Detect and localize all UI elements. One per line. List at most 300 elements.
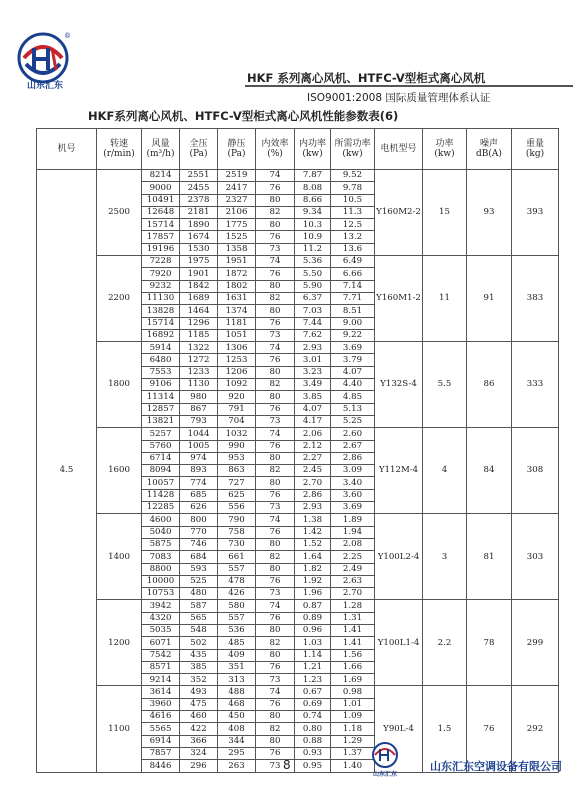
airflow-cell: 17857 <box>142 231 180 243</box>
total-pressure-cell: 626 <box>180 502 218 514</box>
efficiency-cell: 76 <box>256 661 295 673</box>
noise-cell: 84 <box>467 428 512 514</box>
efficiency-cell: 80 <box>256 452 295 464</box>
efficiency-cell: 82 <box>256 723 295 735</box>
required-power-cell: 1.37 <box>331 747 375 759</box>
efficiency-cell: 76 <box>256 403 295 415</box>
required-power-cell: 9.00 <box>331 317 375 329</box>
footer-company-name: 山东汇东空调设备有限公司 <box>430 760 562 773</box>
efficiency-cell: 74 <box>256 686 295 698</box>
total-pressure-cell: 2378 <box>180 194 218 206</box>
required-power-cell: 4.40 <box>331 379 375 391</box>
static-pressure-cell: 351 <box>218 661 256 673</box>
total-pressure-cell: 1272 <box>180 354 218 366</box>
total-pressure-cell: 1842 <box>180 280 218 292</box>
required-power-cell: 12.5 <box>331 219 375 231</box>
internal-power-cell: 0.88 <box>295 735 331 747</box>
total-pressure-cell: 2181 <box>180 206 218 218</box>
speed-cell: 1200 <box>97 600 142 686</box>
noise-cell: 81 <box>467 514 512 600</box>
speed-cell: 2500 <box>97 170 142 256</box>
required-power-cell: 6.66 <box>331 268 375 280</box>
airflow-cell: 15714 <box>142 219 180 231</box>
internal-power-cell: 11.2 <box>295 243 331 255</box>
airflow-cell: 10753 <box>142 588 180 600</box>
required-power-cell: 3.09 <box>331 465 375 477</box>
internal-power-cell: 1.96 <box>295 588 331 600</box>
static-pressure-cell: 1631 <box>218 292 256 304</box>
efficiency-cell: 80 <box>256 219 295 231</box>
efficiency-cell: 82 <box>256 637 295 649</box>
required-power-cell: 1.29 <box>331 735 375 747</box>
internal-power-cell: 1.14 <box>295 649 331 661</box>
weight-cell: 308 <box>512 428 559 514</box>
internal-power-cell: 1.38 <box>295 514 331 526</box>
airflow-cell: 11130 <box>142 292 180 304</box>
static-pressure-cell: 990 <box>218 440 256 452</box>
total-pressure-cell: 587 <box>180 600 218 612</box>
required-power-cell: 9.22 <box>331 329 375 341</box>
total-pressure-cell: 1296 <box>180 317 218 329</box>
total-pressure-cell: 1975 <box>180 256 218 268</box>
airflow-cell: 5257 <box>142 428 180 440</box>
total-pressure-cell: 685 <box>180 489 218 501</box>
airflow-cell: 5040 <box>142 526 180 538</box>
static-pressure-cell: 488 <box>218 686 256 698</box>
weight-cell: 383 <box>512 256 559 342</box>
required-power-cell: 3.60 <box>331 489 375 501</box>
internal-power-cell: 3.85 <box>295 391 331 403</box>
airflow-cell: 10491 <box>142 194 180 206</box>
efficiency-cell: 80 <box>256 649 295 661</box>
airflow-cell: 4616 <box>142 711 180 723</box>
weight-cell: 333 <box>512 342 559 428</box>
static-pressure-cell: 1374 <box>218 305 256 317</box>
total-pressure-cell: 974 <box>180 452 218 464</box>
static-pressure-cell: 2106 <box>218 206 256 218</box>
efficiency-cell: 80 <box>256 194 295 206</box>
internal-power-cell: 3.01 <box>295 354 331 366</box>
required-power-cell: 1.41 <box>331 637 375 649</box>
total-pressure-cell: 746 <box>180 538 218 550</box>
required-power-cell: 1.18 <box>331 723 375 735</box>
efficiency-cell: 80 <box>256 391 295 403</box>
efficiency-cell: 80 <box>256 538 295 550</box>
efficiency-cell: 76 <box>256 317 295 329</box>
airflow-cell: 19196 <box>142 243 180 255</box>
total-pressure-cell: 460 <box>180 711 218 723</box>
required-power-cell: 13.2 <box>331 231 375 243</box>
required-power-cell: 1.09 <box>331 711 375 723</box>
total-pressure-cell: 1530 <box>180 243 218 255</box>
static-pressure-cell: 2327 <box>218 194 256 206</box>
static-pressure-cell: 556 <box>218 502 256 514</box>
static-pressure-cell: 625 <box>218 489 256 501</box>
internal-power-cell: 8.66 <box>295 194 331 206</box>
efficiency-cell: 76 <box>256 231 295 243</box>
static-pressure-cell: 730 <box>218 538 256 550</box>
required-power-cell: 2.08 <box>331 538 375 550</box>
header-divider <box>245 85 573 87</box>
required-power-cell: 1.94 <box>331 526 375 538</box>
static-pressure-cell: 313 <box>218 674 256 686</box>
static-pressure-cell: 1051 <box>218 329 256 341</box>
airflow-cell: 7553 <box>142 366 180 378</box>
required-power-cell: 2.70 <box>331 588 375 600</box>
static-pressure-cell: 1306 <box>218 342 256 354</box>
total-pressure-cell: 893 <box>180 465 218 477</box>
efficiency-cell: 74 <box>256 428 295 440</box>
total-pressure-cell: 1689 <box>180 292 218 304</box>
internal-power-cell: 7.62 <box>295 329 331 341</box>
total-pressure-cell: 366 <box>180 735 218 747</box>
static-pressure-cell: 1951 <box>218 256 256 268</box>
airflow-cell: 8094 <box>142 465 180 477</box>
motor-power-cell: 11 <box>423 256 467 342</box>
required-power-cell: 7.14 <box>331 280 375 292</box>
airflow-cell: 15714 <box>142 317 180 329</box>
motor-model-cell: Y90L-4 <box>375 686 423 772</box>
speed-cell: 2200 <box>97 256 142 342</box>
static-pressure-cell: 1802 <box>218 280 256 292</box>
required-power-cell: 1.40 <box>331 760 375 772</box>
col-static-pressure-header: 静压 (Pa) <box>218 129 256 170</box>
required-power-cell: 3.40 <box>331 477 375 489</box>
static-pressure-cell: 580 <box>218 600 256 612</box>
noise-cell: 93 <box>467 170 512 256</box>
internal-power-cell: 4.07 <box>295 403 331 415</box>
static-pressure-cell: 1775 <box>218 219 256 231</box>
required-power-cell: 11.3 <box>331 206 375 218</box>
static-pressure-cell: 557 <box>218 563 256 575</box>
total-pressure-cell: 2551 <box>180 170 218 182</box>
table-row <box>37 686 559 698</box>
col-efficiency-header: 内效率 (%) <box>256 129 295 170</box>
required-power-cell: 4.85 <box>331 391 375 403</box>
static-pressure-cell: 1872 <box>218 268 256 280</box>
total-pressure-cell: 493 <box>180 686 218 698</box>
internal-power-cell: 0.67 <box>295 686 331 698</box>
total-pressure-cell: 1901 <box>180 268 218 280</box>
total-pressure-cell: 770 <box>180 526 218 538</box>
airflow-cell: 4320 <box>142 612 180 624</box>
efficiency-cell: 82 <box>256 292 295 304</box>
airflow-cell: 16892 <box>142 329 180 341</box>
total-pressure-cell: 352 <box>180 674 218 686</box>
internal-power-cell: 1.82 <box>295 563 331 575</box>
airflow-cell: 3614 <box>142 686 180 698</box>
static-pressure-cell: 1181 <box>218 317 256 329</box>
static-pressure-cell: 344 <box>218 735 256 747</box>
efficiency-cell: 82 <box>256 379 295 391</box>
efficiency-cell: 74 <box>256 342 295 354</box>
static-pressure-cell: 758 <box>218 526 256 538</box>
internal-power-cell: 1.92 <box>295 575 331 587</box>
col-noise-header: 噪声 dB(A) <box>467 129 512 170</box>
required-power-cell: 8.51 <box>331 305 375 317</box>
internal-power-cell: 0.95 <box>295 760 331 772</box>
page-title: HKF系列离心风机、HTFC-V型柜式离心风机性能参数表(6) <box>88 109 399 123</box>
internal-power-cell: 0.74 <box>295 711 331 723</box>
table-body <box>37 170 559 773</box>
efficiency-cell: 76 <box>256 489 295 501</box>
efficiency-cell: 80 <box>256 735 295 747</box>
col-motor-power-header: 功率 (kw) <box>423 129 467 170</box>
total-pressure-cell: 502 <box>180 637 218 649</box>
required-power-cell: 1.69 <box>331 674 375 686</box>
efficiency-cell: 73 <box>256 415 295 427</box>
internal-power-cell: 1.42 <box>295 526 331 538</box>
static-pressure-cell: 409 <box>218 649 256 661</box>
airflow-cell: 3960 <box>142 698 180 710</box>
registered-mark: ® <box>64 32 71 40</box>
total-pressure-cell: 296 <box>180 760 218 772</box>
efficiency-cell: 76 <box>256 440 295 452</box>
airflow-cell: 7857 <box>142 747 180 759</box>
airflow-cell: 8446 <box>142 760 180 772</box>
efficiency-cell: 80 <box>256 477 295 489</box>
static-pressure-cell: 790 <box>218 514 256 526</box>
table-header-row <box>37 129 559 170</box>
internal-power-cell: 1.03 <box>295 637 331 649</box>
total-pressure-cell: 1464 <box>180 305 218 317</box>
airflow-cell: 6071 <box>142 637 180 649</box>
efficiency-cell: 82 <box>256 206 295 218</box>
total-pressure-cell: 684 <box>180 551 218 563</box>
total-pressure-cell: 422 <box>180 723 218 735</box>
total-pressure-cell: 1322 <box>180 342 218 354</box>
efficiency-cell: 73 <box>256 760 295 772</box>
total-pressure-cell: 1185 <box>180 329 218 341</box>
weight-cell: 299 <box>512 600 559 686</box>
static-pressure-cell: 426 <box>218 588 256 600</box>
required-power-cell: 1.56 <box>331 649 375 661</box>
motor-model-cell: Y132S-4 <box>375 342 423 428</box>
static-pressure-cell: 536 <box>218 624 256 636</box>
required-power-cell: 2.86 <box>331 452 375 464</box>
col-machine-no-header: 机号 <box>37 129 97 170</box>
internal-power-cell: 6.37 <box>295 292 331 304</box>
efficiency-cell: 76 <box>256 526 295 538</box>
static-pressure-cell: 1206 <box>218 366 256 378</box>
static-pressure-cell: 408 <box>218 723 256 735</box>
motor-power-cell: 4 <box>423 428 467 514</box>
required-power-cell: 4.07 <box>331 366 375 378</box>
total-pressure-cell: 793 <box>180 415 218 427</box>
efficiency-cell: 74 <box>256 256 295 268</box>
col-weight-header: 重量 (kg) <box>512 129 559 170</box>
static-pressure-cell: 920 <box>218 391 256 403</box>
efficiency-cell: 82 <box>256 465 295 477</box>
airflow-cell: 5875 <box>142 538 180 550</box>
airflow-cell: 9106 <box>142 379 180 391</box>
internal-power-cell: 2.93 <box>295 502 331 514</box>
footer-logo-text: 山东汇东 <box>372 771 397 778</box>
total-pressure-cell: 2455 <box>180 182 218 194</box>
internal-power-cell: 5.90 <box>295 280 331 292</box>
required-power-cell: 1.41 <box>331 624 375 636</box>
static-pressure-cell: 1253 <box>218 354 256 366</box>
weight-cell: 292 <box>512 686 559 772</box>
table-row <box>37 514 559 526</box>
required-power-cell: 0.98 <box>331 686 375 698</box>
required-power-cell: 10.5 <box>331 194 375 206</box>
airflow-cell: 11428 <box>142 489 180 501</box>
page-number: 8 <box>283 758 291 772</box>
header-series-title: HKF 系列离心风机、HTFC-V型柜式离心风机 <box>247 71 486 85</box>
noise-cell: 91 <box>467 256 512 342</box>
efficiency-cell: 76 <box>256 698 295 710</box>
static-pressure-cell: 557 <box>218 612 256 624</box>
efficiency-cell: 74 <box>256 170 295 182</box>
efficiency-cell: 80 <box>256 711 295 723</box>
internal-power-cell: 1.21 <box>295 661 331 673</box>
static-pressure-cell: 450 <box>218 711 256 723</box>
internal-power-cell: 3.49 <box>295 379 331 391</box>
weight-cell: 393 <box>512 170 559 256</box>
motor-power-cell: 1.5 <box>423 686 467 772</box>
internal-power-cell: 2.12 <box>295 440 331 452</box>
total-pressure-cell: 385 <box>180 661 218 673</box>
efficiency-cell: 80 <box>256 305 295 317</box>
motor-model-cell: Y160M1-2 <box>375 256 423 342</box>
internal-power-cell: 0.96 <box>295 624 331 636</box>
efficiency-cell: 76 <box>256 612 295 624</box>
motor-model-cell: Y112M-4 <box>375 428 423 514</box>
total-pressure-cell: 774 <box>180 477 218 489</box>
required-power-cell: 2.67 <box>331 440 375 452</box>
airflow-cell: 9214 <box>142 674 180 686</box>
airflow-cell: 4600 <box>142 514 180 526</box>
internal-power-cell: 8.08 <box>295 182 331 194</box>
airflow-cell: 9232 <box>142 280 180 292</box>
motor-model-cell: Y100L2-4 <box>375 514 423 600</box>
motor-power-cell: 2.2 <box>423 600 467 686</box>
total-pressure-cell: 1674 <box>180 231 218 243</box>
speed-cell: 1400 <box>97 514 142 600</box>
airflow-cell: 10057 <box>142 477 180 489</box>
internal-power-cell: 3.23 <box>295 366 331 378</box>
total-pressure-cell: 565 <box>180 612 218 624</box>
internal-power-cell: 2.70 <box>295 477 331 489</box>
airflow-cell: 5565 <box>142 723 180 735</box>
total-pressure-cell: 1233 <box>180 366 218 378</box>
col-motor-model-header: 电机型号 <box>375 129 423 170</box>
airflow-cell: 8800 <box>142 563 180 575</box>
static-pressure-cell: 1358 <box>218 243 256 255</box>
static-pressure-cell: 791 <box>218 403 256 415</box>
logo-text: 山东汇东 <box>26 81 63 91</box>
efficiency-cell: 80 <box>256 563 295 575</box>
required-power-cell: 2.60 <box>331 428 375 440</box>
static-pressure-cell: 1032 <box>218 428 256 440</box>
total-pressure-cell: 525 <box>180 575 218 587</box>
total-pressure-cell: 800 <box>180 514 218 526</box>
efficiency-cell: 80 <box>256 624 295 636</box>
airflow-cell: 12648 <box>142 206 180 218</box>
static-pressure-cell: 485 <box>218 637 256 649</box>
efficiency-cell: 80 <box>256 366 295 378</box>
efficiency-cell: 76 <box>256 747 295 759</box>
required-power-cell: 5.13 <box>331 403 375 415</box>
total-pressure-cell: 480 <box>180 588 218 600</box>
internal-power-cell: 10.9 <box>295 231 331 243</box>
required-power-cell: 2.63 <box>331 575 375 587</box>
efficiency-cell: 73 <box>256 502 295 514</box>
efficiency-cell: 80 <box>256 280 295 292</box>
airflow-cell: 5035 <box>142 624 180 636</box>
required-power-cell: 1.28 <box>331 600 375 612</box>
required-power-cell: 9.78 <box>331 182 375 194</box>
required-power-cell: 1.31 <box>331 612 375 624</box>
internal-power-cell: 0.87 <box>295 600 331 612</box>
internal-power-cell: 1.23 <box>295 674 331 686</box>
motor-power-cell: 15 <box>423 170 467 256</box>
noise-cell: 78 <box>467 600 512 686</box>
efficiency-cell: 73 <box>256 588 295 600</box>
airflow-cell: 12857 <box>142 403 180 415</box>
motor-power-cell: 3 <box>423 514 467 600</box>
total-pressure-cell: 593 <box>180 563 218 575</box>
static-pressure-cell: 1525 <box>218 231 256 243</box>
internal-power-cell: 2.86 <box>295 489 331 501</box>
required-power-cell: 13.6 <box>331 243 375 255</box>
total-pressure-cell: 324 <box>180 747 218 759</box>
required-power-cell: 3.79 <box>331 354 375 366</box>
required-power-cell: 2.25 <box>331 551 375 563</box>
internal-power-cell: 10.3 <box>295 219 331 231</box>
static-pressure-cell: 863 <box>218 465 256 477</box>
airflow-cell: 5914 <box>142 342 180 354</box>
motor-power-cell: 5.5 <box>423 342 467 428</box>
airflow-cell: 8214 <box>142 170 180 182</box>
airflow-cell: 10000 <box>142 575 180 587</box>
total-pressure-cell: 548 <box>180 624 218 636</box>
col-internal-power-header: 内功率 (kw) <box>295 129 331 170</box>
airflow-cell: 7228 <box>142 256 180 268</box>
airflow-cell: 3942 <box>142 600 180 612</box>
airflow-cell: 6914 <box>142 735 180 747</box>
airflow-cell: 6714 <box>142 452 180 464</box>
static-pressure-cell: 263 <box>218 760 256 772</box>
static-pressure-cell: 1092 <box>218 379 256 391</box>
static-pressure-cell: 953 <box>218 452 256 464</box>
col-speed-header: 转速 (r/min) <box>97 129 142 170</box>
required-power-cell: 5.25 <box>331 415 375 427</box>
internal-power-cell: 0.80 <box>295 723 331 735</box>
required-power-cell: 1.01 <box>331 698 375 710</box>
internal-power-cell: 1.64 <box>295 551 331 563</box>
performance-table <box>36 128 559 773</box>
required-power-cell: 2.49 <box>331 563 375 575</box>
airflow-cell: 13828 <box>142 305 180 317</box>
noise-cell: 86 <box>467 342 512 428</box>
efficiency-cell: 73 <box>256 674 295 686</box>
table-row <box>37 256 559 268</box>
col-total-pressure-header: 全压 (Pa) <box>180 129 218 170</box>
static-pressure-cell: 2417 <box>218 182 256 194</box>
required-power-cell: 1.66 <box>331 661 375 673</box>
speed-cell: 1600 <box>97 428 142 514</box>
efficiency-cell: 76 <box>256 182 295 194</box>
airflow-cell: 12285 <box>142 502 180 514</box>
table-row <box>37 428 559 440</box>
efficiency-cell: 76 <box>256 575 295 587</box>
total-pressure-cell: 1044 <box>180 428 218 440</box>
footer-logo-icon <box>370 740 400 770</box>
internal-power-cell: 0.69 <box>295 698 331 710</box>
speed-cell: 1800 <box>97 342 142 428</box>
